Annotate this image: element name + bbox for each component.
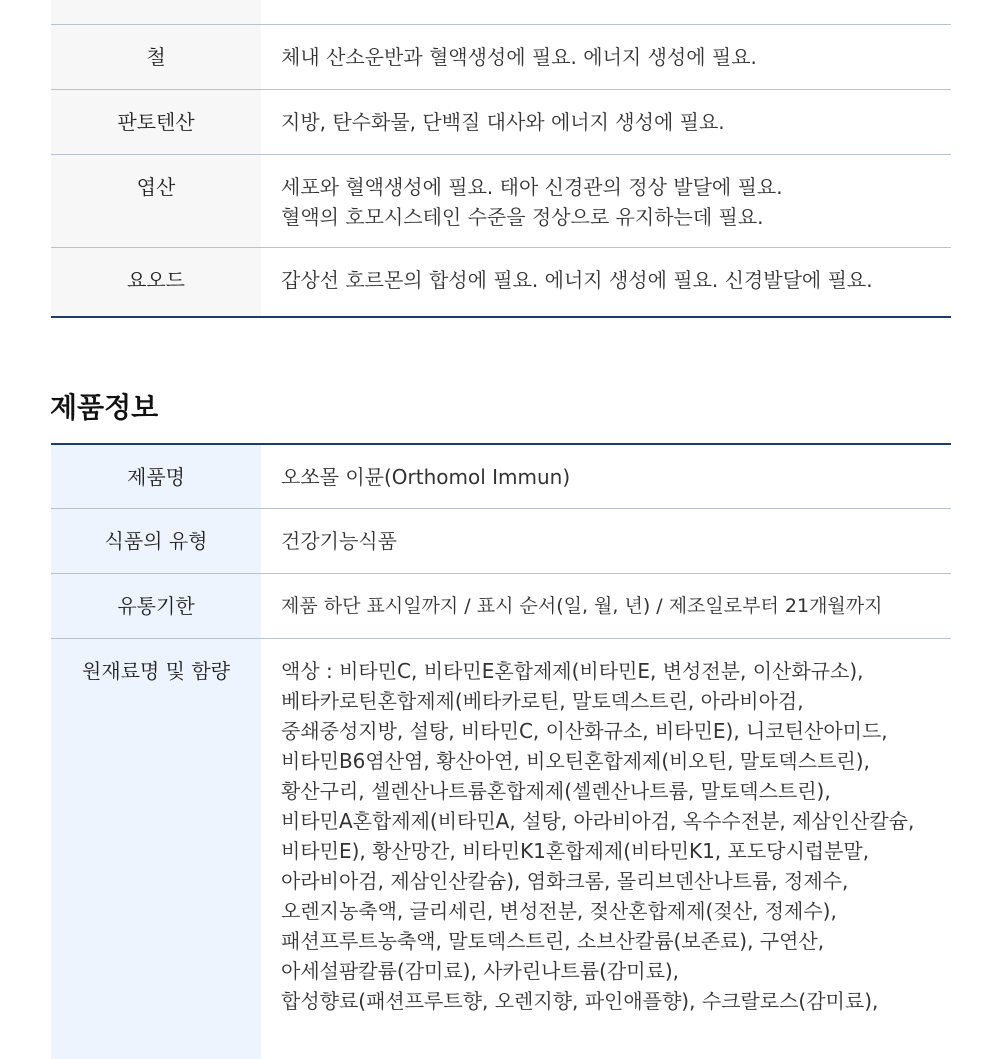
table-row [51,0,951,25]
value-line: 중쇄중성지방, 설탕, 비타민C, 이산화규소, 비타민E), 니코틴산아미드, [281,719,888,743]
row-value [261,90,951,154]
row-value [261,0,951,24]
section-heading: 제품정보 [50,391,159,424]
row-label: 원재료명 및 함량 [51,639,261,1059]
row-label: 엽산 [51,155,261,247]
table-row [51,25,951,90]
value-line: 지방, 탄수화물, 단백질 대사와 에너지 생성에 필요. [281,110,725,134]
row-value [261,248,951,316]
row-label: 요오드 [51,248,261,316]
nutrient-function-table [51,0,951,318]
table-row [51,574,951,639]
table-row [51,248,951,318]
product-info-table [51,443,951,1059]
value-line: 액상 : 비타민C, 비타민E혼합제제(비타민E, 변성전분, 이산화규소), [281,659,864,683]
value-line: 세포와 혈액생성에 필요. 태아 신경관의 정상 발달에 필요. [281,175,783,199]
row-value [261,155,951,247]
value-line: 베타카로틴혼합제제(베타카로틴, 말토덱스트린, 아라비아검, [281,689,804,713]
value-line: 갑상선 호르몬의 합성에 필요. 에너지 생성에 필요. 신경발달에 필요. [281,268,873,292]
value-line: 체내 산소운반과 혈액생성에 필요. 에너지 생성에 필요. [281,45,757,69]
value-line: 비타민A혼합제제(비타민A, 설탕, 아라비아검, 옥수수전분, 제삼인산칼슘, [281,809,915,833]
row-label: 제품명 [51,445,261,508]
row-value [261,509,951,573]
value-line: 황산구리, 셀렌산나트륨혼합제제(셀렌산나트륨, 말토덱스트린), [281,779,831,803]
value-line: 아세설팜칼륨(감미료), 사카린나트륨(감미료), [281,959,680,983]
value-line: 합성향료(패션프루트향, 오렌지향, 파인애플향), 수크랄로스(감미료), [281,989,879,1013]
value-line: 오렌지농축액, 글리세린, 변성전분, 젖산혼합제제(젖산, 정제수), [281,899,837,923]
value-line: 비타민E), 황산망간, 비타민K1혼합제제(비타민K1, 포도당시럽분말, [281,839,870,863]
row-value [261,574,951,638]
table-row [51,155,951,248]
table-row [51,90,951,155]
value-line: 패션프루트농축액, 말토덱스트린, 소브산칼륨(보존료), 구연산, [281,929,825,953]
table-row [51,639,951,1059]
row-label [51,0,261,24]
value-line: 혈액의 호모시스테인 수준을 정상으로 유지하는데 필요. [281,205,764,229]
row-value [261,445,951,508]
value-line: 오쏘몰 이뮨(Orthomol Immun) [281,465,571,489]
row-label: 유통기한 [51,574,261,638]
value-line: 제품 하단 표시일까지 / 표시 순서(일, 월, 년) / 제조일로부터 21개월까지 [281,595,883,617]
row-label: 철 [51,25,261,89]
row-label: 판토텐산 [51,90,261,154]
table-row [51,509,951,574]
value-line: 비타민B6염산염, 황산아연, 비오틴혼합제제(비오틴, 말토덱스트린), [281,749,870,773]
value-line: 건강기능식품 [281,529,397,553]
row-value [261,639,951,1059]
row-value [261,25,951,89]
table-row [51,445,951,509]
row-label: 식품의 유형 [51,509,261,573]
value-line: 아라비아검, 제삼인산칼슘), 염화크롬, 몰리브덴산나트륨, 정제수, [281,869,849,893]
